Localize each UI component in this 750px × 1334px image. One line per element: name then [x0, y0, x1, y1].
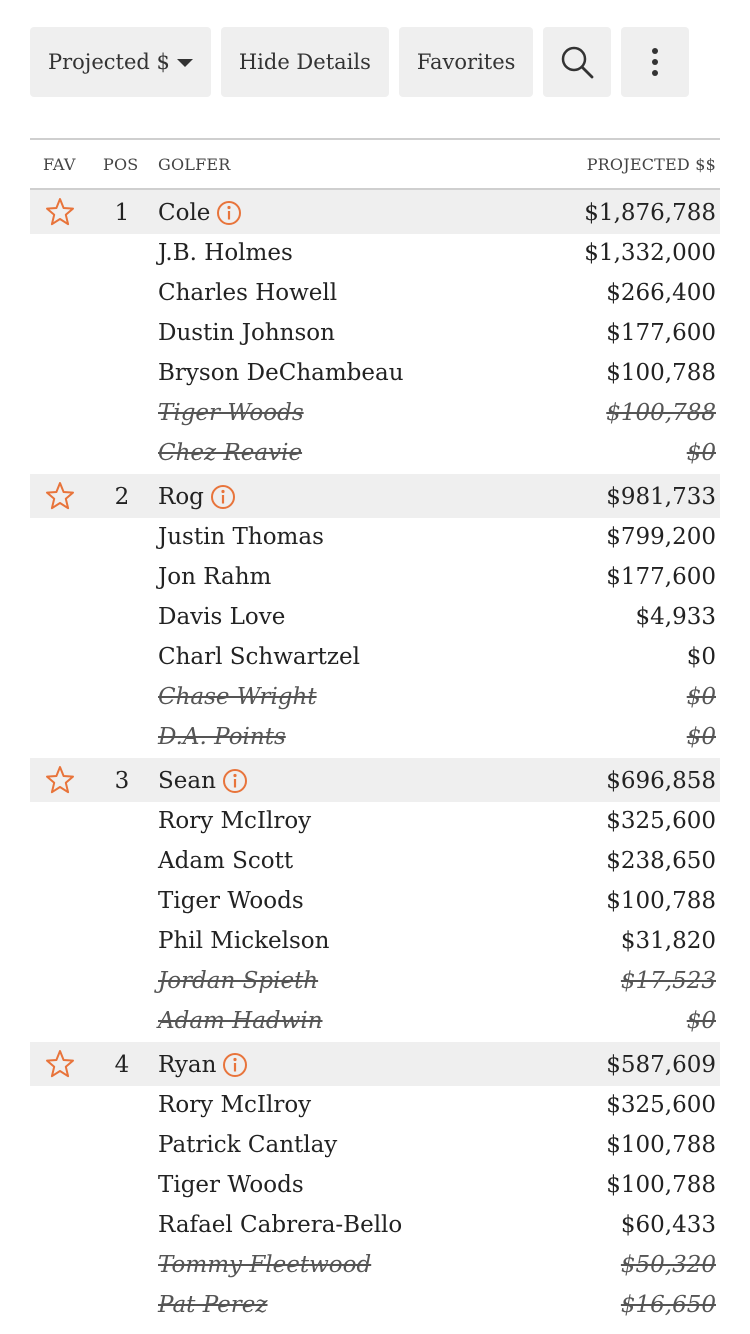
golfer-money: $0 — [686, 684, 716, 710]
team-position: 1 — [114, 200, 130, 226]
team-row[interactable] — [30, 1042, 720, 1086]
team-name: Ryan — [158, 1052, 217, 1078]
golfer-row — [30, 718, 720, 758]
golfer-money: $266,400 — [606, 280, 716, 306]
golfer-row — [30, 1086, 720, 1126]
header-golfer: GOLFER — [158, 155, 231, 174]
golfer-money: $238,650 — [606, 848, 716, 874]
team-name-cell — [158, 200, 242, 226]
search-icon — [560, 45, 594, 79]
golfer-row — [30, 1166, 720, 1206]
hide-details-label: Hide Details — [238, 50, 371, 74]
team-total: $587,609 — [606, 1052, 716, 1078]
golfer-name: Adam Scott — [158, 848, 294, 874]
toolbar — [30, 27, 689, 97]
golfer-name: Jordan Spieth — [158, 968, 319, 994]
golfer-name: Chez Reavie — [158, 440, 303, 466]
golfer-name: Justin Thomas — [158, 524, 324, 550]
team-total: $981,733 — [606, 484, 716, 510]
team-name-cell — [158, 768, 248, 794]
golfer-name: Tommy Fleetwood — [158, 1252, 372, 1278]
team-total: $1,876,788 — [584, 200, 716, 226]
golfer-name: Patrick Cantlay — [158, 1132, 338, 1158]
golfer-name: Chase Wright — [158, 684, 317, 710]
golfer-row — [30, 394, 720, 434]
golfer-money: $60,433 — [620, 1212, 716, 1238]
favorites-button[interactable] — [399, 27, 534, 97]
golfer-name: Charles Howell — [158, 280, 338, 306]
golfer-money: $1,332,000 — [584, 240, 716, 266]
golfer-money: $325,600 — [606, 808, 716, 834]
hide-details-button[interactable] — [221, 27, 389, 97]
team-name: Sean — [158, 768, 216, 794]
golfer-money: $50,320 — [620, 1252, 716, 1278]
golfer-row — [30, 1126, 720, 1166]
golfer-name: Tiger Woods — [158, 400, 304, 426]
golfer-money: $100,788 — [606, 1172, 716, 1198]
info-icon[interactable] — [210, 484, 236, 510]
golfer-name: Davis Love — [158, 604, 286, 630]
golfer-row — [30, 434, 720, 474]
golfer-row — [30, 518, 720, 558]
golfer-row — [30, 314, 720, 354]
golfer-money: $100,788 — [606, 888, 716, 914]
golfer-money: $0 — [686, 1008, 716, 1034]
golfer-money: $31,820 — [620, 928, 716, 954]
team-name-cell — [158, 1052, 248, 1078]
team-row[interactable] — [30, 474, 720, 518]
golfer-row — [30, 234, 720, 274]
info-icon[interactable] — [222, 1052, 248, 1078]
star-icon[interactable] — [44, 764, 76, 796]
header-pos: POS — [103, 155, 139, 174]
golfer-money: $17,523 — [620, 968, 716, 994]
golfer-name: Charl Schwartzel — [158, 644, 360, 670]
table-body — [30, 190, 720, 1326]
golfer-row — [30, 962, 720, 1002]
team-position: 2 — [114, 484, 130, 510]
team-total: $696,858 — [606, 768, 716, 794]
table-header — [30, 140, 720, 190]
search-button[interactable] — [543, 27, 611, 97]
team-name: Cole — [158, 200, 211, 226]
golfer-row — [30, 678, 720, 718]
header-fav: FAV — [43, 155, 76, 174]
golfer-name: Bryson DeChambeau — [158, 360, 404, 386]
golfer-name: Rafael Cabrera-Bello — [158, 1212, 403, 1238]
golfer-name: Adam Hadwin — [158, 1008, 323, 1034]
golfer-row — [30, 922, 720, 962]
team-name: Rog — [158, 484, 204, 510]
golfer-row — [30, 1002, 720, 1042]
golfer-money: $0 — [686, 440, 716, 466]
leaderboard-table — [30, 138, 720, 1326]
info-icon[interactable] — [216, 200, 242, 226]
caret-down-icon — [177, 59, 193, 67]
golfer-name: Rory McIlroy — [158, 1092, 312, 1118]
golfer-row — [30, 354, 720, 394]
golfer-row — [30, 638, 720, 678]
golfer-row — [30, 882, 720, 922]
star-icon[interactable] — [44, 1048, 76, 1080]
golfer-name: Phil Mickelson — [158, 928, 330, 954]
golfer-money: $4,933 — [635, 604, 716, 630]
golfer-name: Jon Rahm — [158, 564, 272, 590]
golfer-name: Pat Perez — [158, 1292, 268, 1318]
golfer-money: $100,788 — [606, 400, 716, 426]
golfer-name: D.A. Points — [158, 724, 286, 750]
golfer-money: $100,788 — [606, 360, 716, 386]
golfer-money: $100,788 — [606, 1132, 716, 1158]
team-name-cell — [158, 484, 236, 510]
projected-dropdown-label: Projected $ — [48, 50, 170, 74]
golfer-name: Rory McIlroy — [158, 808, 312, 834]
golfer-money: $325,600 — [606, 1092, 716, 1118]
golfer-money: $0 — [686, 644, 716, 670]
golfer-row — [30, 842, 720, 882]
golfer-money: $16,650 — [620, 1292, 716, 1318]
golfer-money: $177,600 — [606, 564, 716, 590]
info-icon[interactable] — [222, 768, 248, 794]
golfer-money: $177,600 — [606, 320, 716, 346]
golfer-row — [30, 1246, 720, 1286]
golfer-row — [30, 598, 720, 638]
projected-dropdown-button[interactable] — [30, 27, 211, 97]
star-icon[interactable] — [44, 196, 76, 228]
golfer-name: Tiger Woods — [158, 888, 304, 914]
team-position: 4 — [114, 1052, 130, 1078]
golfer-row — [30, 802, 720, 842]
more-vertical-icon — [650, 47, 660, 77]
favorites-label: Favorites — [416, 50, 516, 74]
more-options-button[interactable] — [621, 27, 689, 97]
team-position: 3 — [114, 768, 130, 794]
golfer-name: Dustin Johnson — [158, 320, 335, 346]
golfer-name: Tiger Woods — [158, 1172, 304, 1198]
golfer-name: J.B. Holmes — [158, 240, 293, 266]
golfer-row — [30, 274, 720, 314]
team-row[interactable] — [30, 190, 720, 234]
golfer-money: $0 — [686, 724, 716, 750]
team-row[interactable] — [30, 758, 720, 802]
golfer-money: $799,200 — [606, 524, 716, 550]
golfer-row — [30, 558, 720, 598]
golfer-row — [30, 1286, 720, 1326]
header-projected: PROJECTED $$ — [586, 155, 716, 174]
golfer-row — [30, 1206, 720, 1246]
star-icon[interactable] — [44, 480, 76, 512]
